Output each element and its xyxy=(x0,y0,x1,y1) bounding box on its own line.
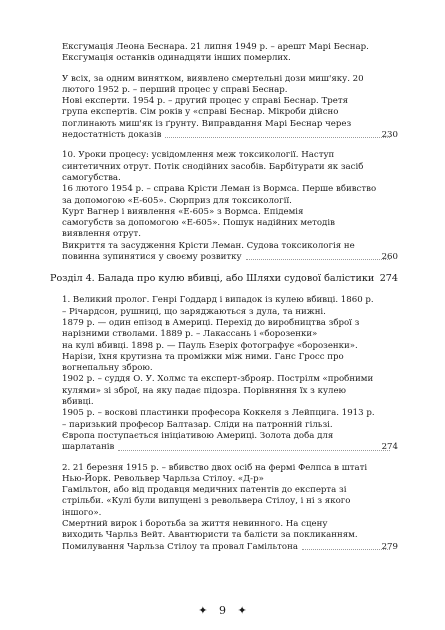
toc-entry-line: Курт Вагнер і виявлення «Е-605» з Вормса. Епідемія xyxy=(62,206,304,217)
toc-entry-line: стрільби. «Кулі були випущені з револьвера Стілоу, і ні з якого xyxy=(62,496,351,507)
dot-leader xyxy=(165,137,390,138)
toc-entry-line: 1. Великий пролог. Генрі Годдард і випадок із кулею вбивці. 1860 р. xyxy=(62,295,374,306)
toc-entry-line: Смертний вирок і боротьба за життя невинного. На сцену xyxy=(62,518,328,529)
toc-entry-line: повинна зупинятися у своєму розвитку xyxy=(62,252,242,263)
toc-entry-line: Помилування Чарльза Стілоу та провал Гамільтона xyxy=(62,541,298,552)
dot-leader xyxy=(118,450,390,451)
page-folio xyxy=(0,604,445,617)
toc-entry-line: поглинають миш'як із ґрунту. Виправдання Марі Беснар через xyxy=(62,118,352,129)
toc-entry-line: іншого». xyxy=(62,507,102,518)
toc-entry-line: синтетичних отрут. Потік снодійних засобів. Барбітурати як засіб xyxy=(62,161,364,172)
toc-entry-line: 16 лютого 1954 р. – справа Крісти Леман із Вормса. Перше вбивство xyxy=(62,184,377,195)
toc-entry-line: 2. 21 березня 1915 р. – вбивство двох осіб на фермі Фелпса в штаті xyxy=(62,462,368,473)
toc-entry-line: Нью-Йорк. Револьвер Чарльза Стілоу. «Д-р» xyxy=(62,473,264,484)
section-page-number: 274 xyxy=(379,273,398,285)
toc-entry-line: шарлатанів xyxy=(62,442,115,453)
toc-entry-line: група експертів. Сім років у «справі Беснар. Мікроби дійсно xyxy=(62,107,339,118)
toc-entry-line: самогубства. xyxy=(62,172,121,183)
toc-page-number: 279 xyxy=(381,541,398,552)
ornament-icon: ✦ xyxy=(237,604,247,617)
toc-entry-line: на кулі вбивці. 1898 р. — Пауль Езеріх фотографує «борозенки». xyxy=(62,340,358,351)
toc-entry-line: самогубств за допомогою «Е-605». Пошук надійних методів xyxy=(62,218,335,229)
toc-entry-line: Нові експерти. 1954 р. – другий процес у справі Беснар. Третя xyxy=(62,96,349,107)
toc-entry-line: вбивці. xyxy=(62,397,94,408)
toc-entry xyxy=(62,150,398,263)
toc-page-number: 274 xyxy=(381,442,398,453)
toc-entry-line: У всіх, за одним винятком, виявлено смертельні дози миш'яку. 20 xyxy=(62,73,364,84)
toc-entry-line: Нарізи, їхня крутизна та проміжки між ними. Ганс Гросс про xyxy=(62,351,344,362)
toc-entry xyxy=(62,295,398,453)
toc-entry-line: Європа поступається ініціативою Америці. Золота доба для xyxy=(62,430,334,441)
toc-entry-last-line xyxy=(62,130,398,141)
toc-page-number: 230 xyxy=(381,130,398,141)
toc-entry-line: кулями» зі зброї, на яку падає підозра. Порівняння їх з кулею xyxy=(62,385,347,396)
table-of-contents xyxy=(50,42,398,562)
toc-entries xyxy=(62,295,398,553)
toc-entry xyxy=(62,73,398,142)
section-title: Розділ 4. Балада про кулю вбивці, або Шляхи судової балістики xyxy=(50,273,375,285)
toc-entry-line: лютого 1952 р. – перший процес у справі Беснар. xyxy=(62,84,288,95)
toc-entry-last-line xyxy=(62,541,398,553)
toc-entry-line: – паризький професор Балтазар. Сліди на патронній гільзі. xyxy=(62,419,333,430)
toc-entry-line: недостатність доказів xyxy=(62,130,162,141)
toc-entry-line: Ексгумація останків одинадцяти інших померлих. xyxy=(62,53,291,64)
toc-entry-line: Ексгумація Леона Беснара. 21 липня 1949 р. – арешт Марі Беснар. xyxy=(62,42,369,52)
toc-entry-line: за допомогою «Е-605». Сюрприз для токсикології. xyxy=(62,195,292,206)
toc-entry-last-line xyxy=(62,442,398,453)
toc-entry-line: виявлення отрут. xyxy=(62,229,141,240)
toc-entry-line: 10. Уроки процесу: усвідомлення меж токсикології. Наступ xyxy=(62,150,335,161)
folio-number: 9 xyxy=(219,604,226,617)
toc-entry-line: 1879 р. — один епізод в Америці. Перехід до виробництва зброї з xyxy=(62,317,360,328)
toc-entry-line: Викриття та засудження Крісти Леман. Судова токсикологія не xyxy=(62,240,355,251)
toc-entry xyxy=(62,42,394,65)
toc-page-number: 260 xyxy=(381,252,398,263)
toc-entries xyxy=(62,42,398,263)
toc-entry-line: вогнепальну зброю. xyxy=(62,363,153,374)
toc-entry-line: нарізними стволами. 1889 р. – Лакассань і «борозенки» xyxy=(62,329,318,340)
toc-entry xyxy=(62,462,398,553)
section-heading xyxy=(50,272,398,285)
toc-entry-line: – Річардсон, рушниці, що заряджаються з дула, та нижні. xyxy=(62,306,326,317)
toc-entry-line: 1905 р. – воскові пластинки професора Коккеля з Лейпцига. 1913 р. xyxy=(62,408,375,419)
dot-leader xyxy=(246,259,390,260)
toc-entry-line: 1902 р. – суддя О. У. Холмс та експерт-зброяр. Пострілм «пробними xyxy=(62,374,374,385)
toc-entry-line: виходить Чарльз Вейт. Авантюристи та балісти за покликанням. xyxy=(62,530,358,541)
ornament-icon: ✦ xyxy=(198,604,208,617)
toc-entry-line: Гамільтон, або від продавця медичних патентів до експерта зі xyxy=(62,485,347,496)
toc-entry-last-line xyxy=(62,252,398,263)
